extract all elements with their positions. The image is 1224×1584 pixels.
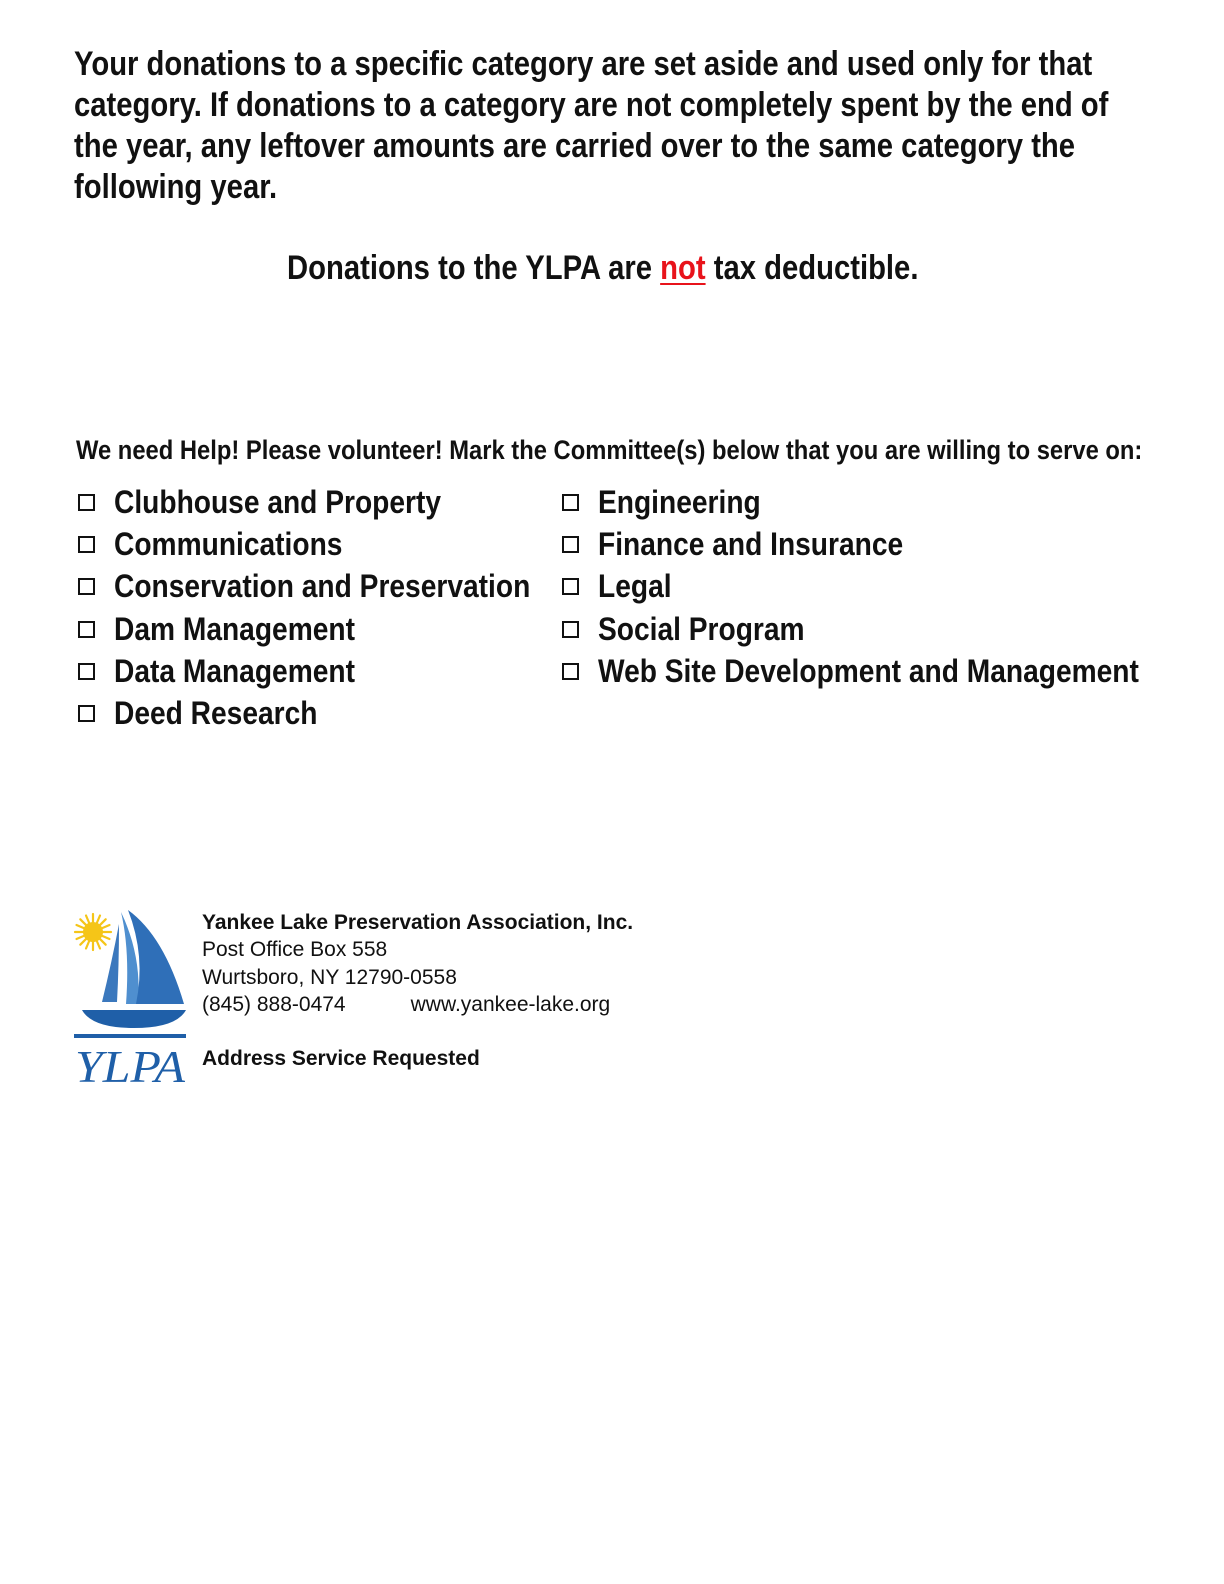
committee-option <box>562 608 1213 650</box>
committee-option <box>78 523 587 565</box>
city-state-zip: Wurtsboro, NY 12790-0558 <box>202 965 457 989</box>
committee-label: Clubhouse and Property <box>114 483 442 520</box>
committee-label: Legal <box>598 568 672 605</box>
committee-label: Engineering <box>598 483 761 520</box>
committee-option <box>78 608 587 650</box>
phone-number: (845) 888-0474 <box>202 992 346 1016</box>
committee-checkbox[interactable] <box>562 578 579 595</box>
committee-checkbox[interactable] <box>562 663 579 680</box>
committee-label: Finance and Insurance <box>598 525 904 562</box>
committee-checkbox[interactable] <box>78 705 95 722</box>
committee-checkbox[interactable] <box>78 621 95 638</box>
logo-divider <box>74 1034 186 1038</box>
address-service-note: Address Service Requested <box>202 1047 480 1071</box>
committee-label: Communications <box>114 525 343 562</box>
committee-option <box>78 481 587 523</box>
tax-note-emphasis: not <box>660 249 706 287</box>
committee-label: Data Management <box>114 652 355 689</box>
committee-label: Conservation and Preservation <box>114 568 531 605</box>
committee-option <box>78 692 587 734</box>
committee-checkbox[interactable] <box>78 578 95 595</box>
po-box: Post Office Box 558 <box>202 938 388 962</box>
committee-option <box>78 566 587 608</box>
website-link[interactable]: www.yankee-lake.org <box>410 992 611 1016</box>
tax-deductible-notice <box>287 248 918 289</box>
logo-wordmark: YLPA <box>75 1042 186 1088</box>
committee-checkbox[interactable] <box>562 536 579 553</box>
committee-checkbox[interactable] <box>562 621 579 638</box>
committee-label: Deed Research <box>114 695 318 732</box>
committee-label: Dam Management <box>114 610 355 647</box>
return-address-block <box>202 909 633 1072</box>
committee-option <box>562 481 1213 523</box>
committee-list-left <box>78 481 587 735</box>
committee-checkbox[interactable] <box>562 494 579 511</box>
sun-icon <box>75 914 111 950</box>
committee-checkbox[interactable] <box>78 663 95 680</box>
tax-note-text-end: tax deductible. <box>705 249 919 287</box>
organization-name: Yankee Lake Preservation Association, Inc. <box>202 911 634 934</box>
donation-policy-paragraph: Your donations to a specific category are set aside and used only for that category. If donations to a category are not completely spent by the end of the year, any leftover amounts are carried over to the same category the following year. <box>74 45 1109 206</box>
committee-label: Web Site Development and Management <box>598 652 1139 689</box>
ylpa-sailboat-logo <box>72 906 190 1088</box>
tax-note-text-start: Donations to the YLPA are <box>287 249 661 287</box>
committee-checkbox[interactable] <box>78 494 95 511</box>
contact-row <box>202 991 633 1018</box>
committee-option <box>78 650 587 692</box>
committee-option <box>562 650 1213 692</box>
committee-list-right <box>562 481 1213 692</box>
committee-option <box>562 523 1213 565</box>
committee-option <box>562 566 1213 608</box>
committee-label: Social Program <box>598 610 805 647</box>
volunteer-prompt: We need Help! Please volunteer! Mark the Committee(s) below that you are willing to serve on: <box>76 435 1143 465</box>
committee-checkbox[interactable] <box>78 536 95 553</box>
